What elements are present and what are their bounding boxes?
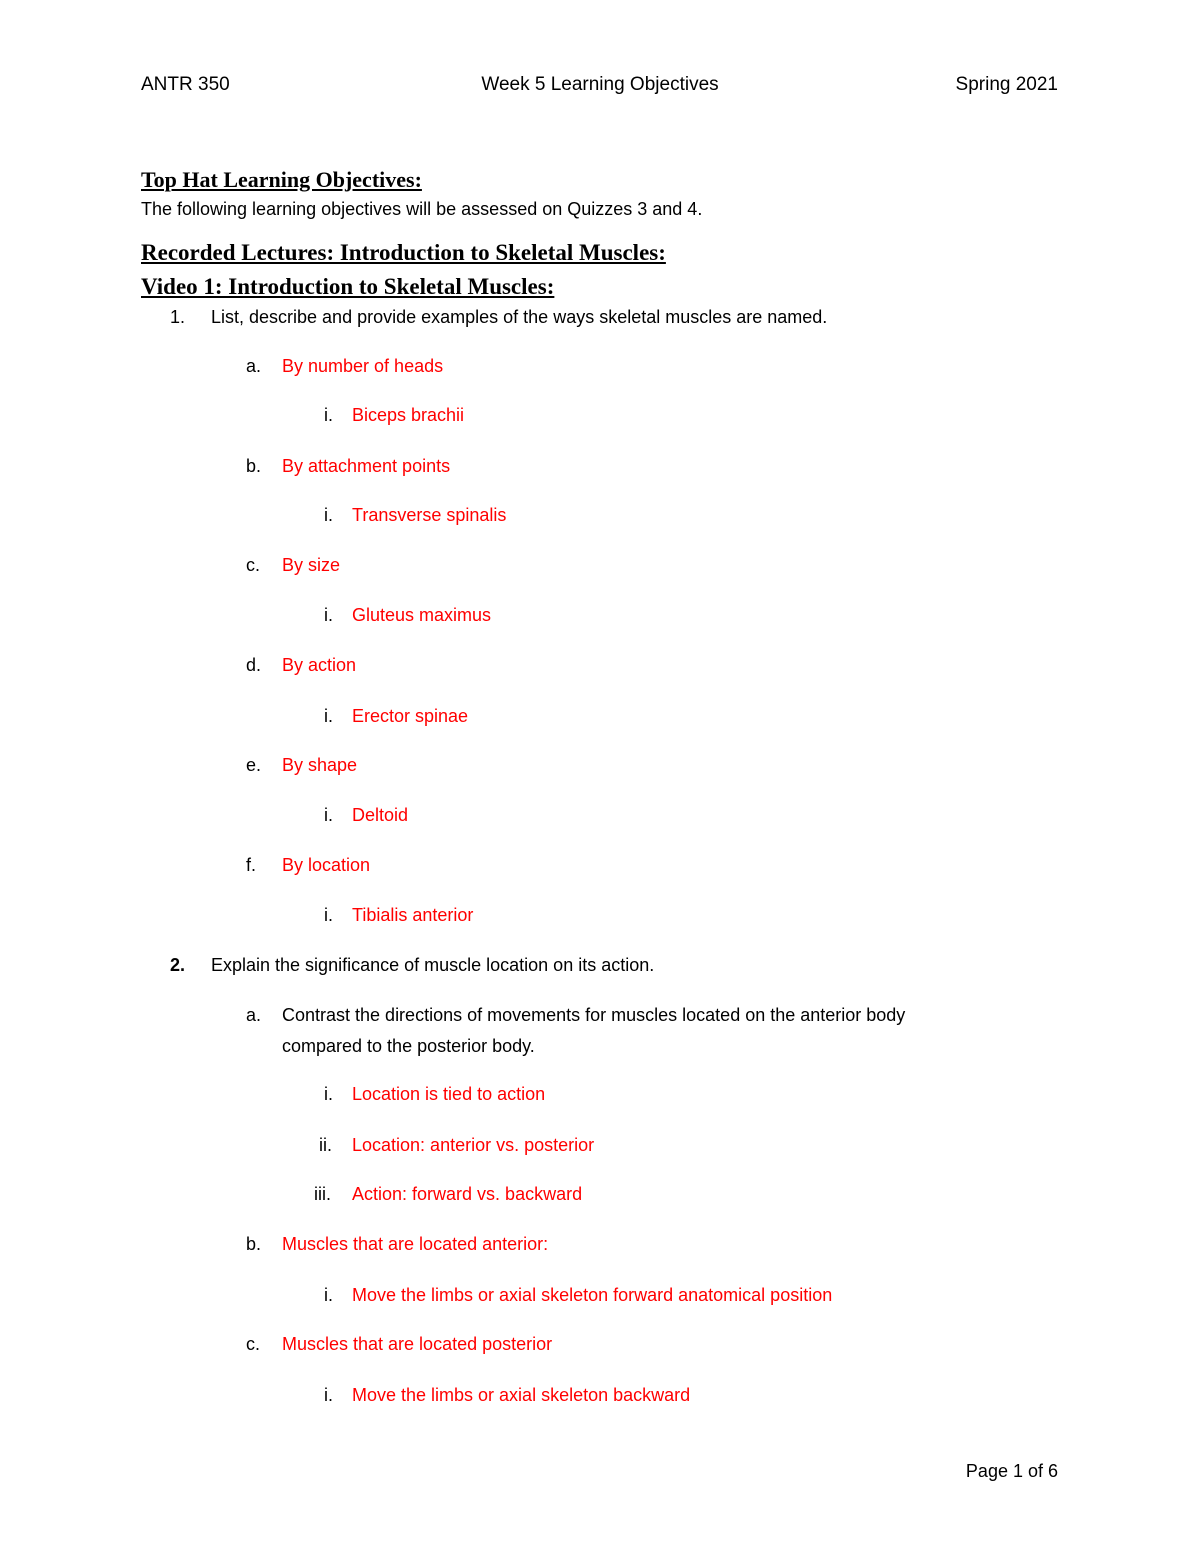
list-marker: i. xyxy=(324,1285,333,1305)
list-marker: i. xyxy=(324,905,333,925)
header-term: Spring 2021 xyxy=(955,74,1058,95)
list-item-continued: compared to the posterior body. xyxy=(282,1036,535,1056)
objective-1-text: List, describe and provide examples of the ways skeletal muscles are named. xyxy=(211,307,828,327)
list-marker: i. xyxy=(324,805,333,825)
heading-tophat: Top Hat Learning Objectives: xyxy=(141,167,422,192)
page-number: Page 1 of 6 xyxy=(965,1461,1058,1481)
list-item: Deltoid xyxy=(352,805,409,825)
list-item: Action: forward vs. backward xyxy=(352,1184,583,1204)
heading-video-1: Video 1: Introduction to Skeletal Muscles: xyxy=(141,274,555,299)
list-marker: i. xyxy=(324,405,333,425)
list-marker: 1. xyxy=(170,307,186,327)
list-item: Move the limbs or axial skeleton forward anatomical position xyxy=(352,1285,833,1305)
list-item: By action xyxy=(282,655,357,675)
list-marker: i. xyxy=(324,505,333,525)
list-item: Biceps brachii xyxy=(352,405,465,425)
list-item: Contrast the directions of movements for muscles located on the anterior body xyxy=(282,1005,906,1025)
list-marker: i. xyxy=(324,605,333,625)
list-item: Muscles that are located anterior: xyxy=(282,1234,549,1254)
list-marker: ii. xyxy=(319,1135,332,1155)
list-item: By attachment points xyxy=(282,456,451,476)
list-marker: c. xyxy=(246,1334,261,1354)
list-item: By size xyxy=(282,555,341,575)
list-item: Gluteus maximus xyxy=(352,605,492,625)
list-marker: i. xyxy=(324,1385,333,1405)
header-title: Week 5 Learning Objectives xyxy=(481,74,719,95)
intro-text: The following learning objectives will be assessed on Quizzes 3 and 4. xyxy=(141,199,703,219)
list-marker: c. xyxy=(246,555,261,575)
list-item: Location is tied to action xyxy=(352,1084,546,1104)
list-marker: 2. xyxy=(170,955,186,975)
list-item: Muscles that are located posterior xyxy=(282,1334,553,1354)
list-item: By number of heads xyxy=(282,356,444,376)
header-course: ANTR 350 xyxy=(141,74,230,95)
heading-recorded-lectures: Recorded Lectures: Introduction to Skeletal Muscles: xyxy=(141,240,666,265)
list-item: Transverse spinalis xyxy=(352,505,507,525)
objective-2-text: Explain the significance of muscle location on its action. xyxy=(211,955,655,975)
list-marker: b. xyxy=(246,456,262,476)
list-item: By location xyxy=(282,855,371,875)
list-item: Move the limbs or axial skeleton backward xyxy=(352,1385,691,1405)
list-item: Tibialis anterior xyxy=(352,905,474,925)
list-marker: i. xyxy=(324,1084,333,1104)
list-item: By shape xyxy=(282,755,358,775)
list-marker: b. xyxy=(246,1234,262,1254)
list-marker: iii. xyxy=(314,1184,331,1204)
list-marker: a. xyxy=(246,356,262,376)
list-item: Erector spinae xyxy=(352,706,469,726)
list-marker: e. xyxy=(246,755,262,775)
list-marker: a. xyxy=(246,1005,262,1025)
list-marker: d. xyxy=(246,655,262,675)
list-marker: f. xyxy=(246,855,257,875)
list-item: Location: anterior vs. posterior xyxy=(352,1135,595,1155)
list-marker: i. xyxy=(324,706,333,726)
